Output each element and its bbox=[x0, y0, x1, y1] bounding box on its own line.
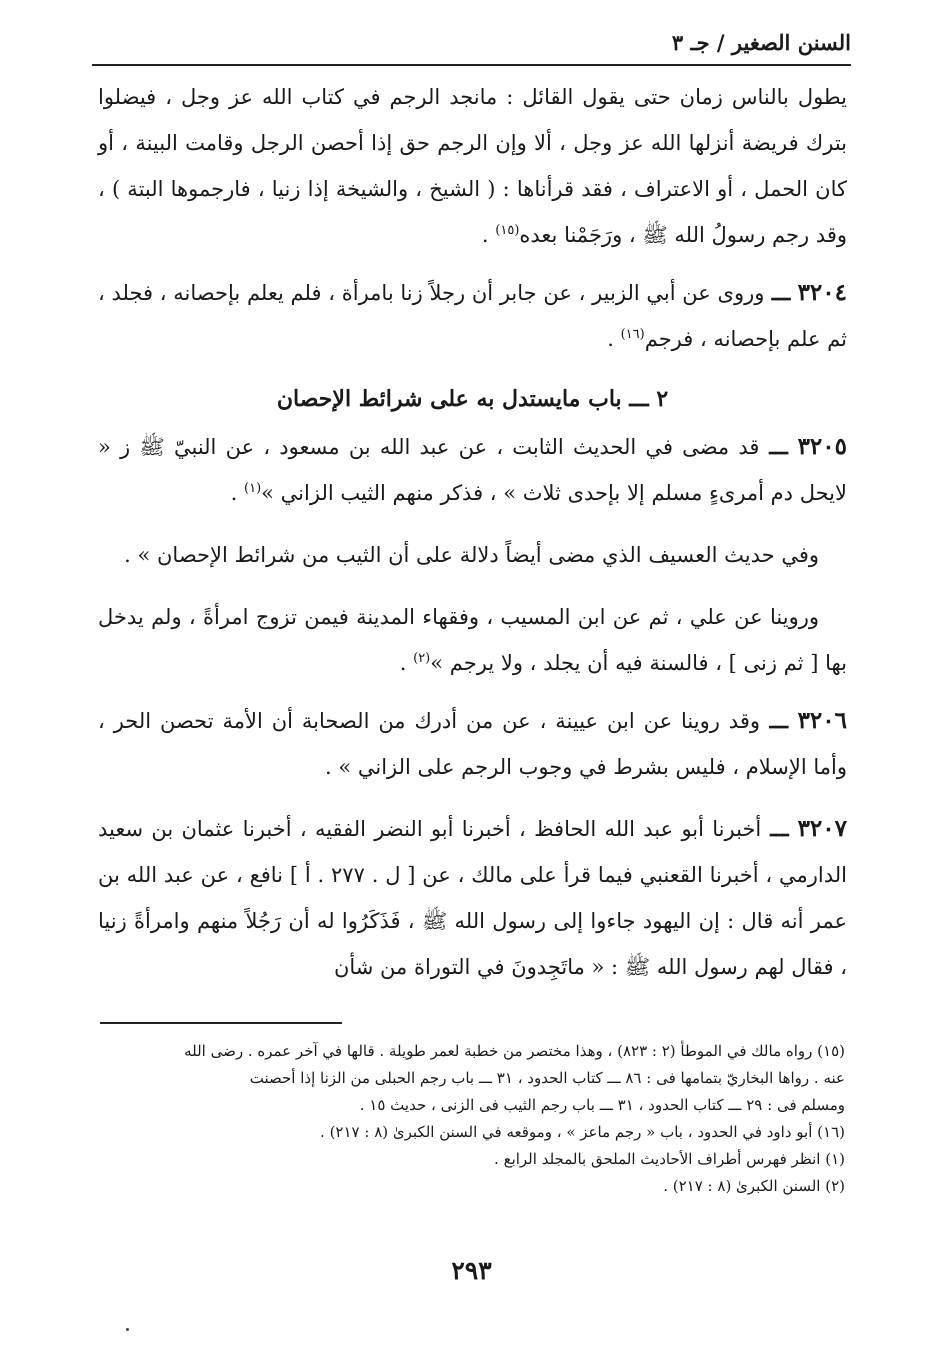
paragraph-continuation bbox=[98, 74, 847, 258]
hadith-text: وقد روينا عن ابن عيينة ، عن من أدرك من الصحابة أن الأمة تحصن الحر ، وأما الإسلام ، فليس بشرط في وجوب الرجم على الزاني » . bbox=[98, 709, 847, 779]
footnote-line: (١٥) رواه مالك في الموطأ (٢ : ٨٢٣) ، وهذا مختصر من خطبة لعمر طويلة . قالها في آخر عمره . رضى الله bbox=[184, 1042, 845, 1060]
hadith-number: ٣٢٠٤ bbox=[797, 279, 847, 306]
paragraph-asif: وفي حديث العسيف الذي مضى أيضاً دلالة على أن الثيب من شرائط الإحصان » . bbox=[124, 543, 819, 567]
paragraph-end: . bbox=[607, 327, 621, 351]
hadith-text: قد مضى في الحديث الثابت ، عن عبد الله بن مسعود ، عن النبيّ ﷺ ز « لايحل دم أمرىءٍ مسلم إلا بإحدى ثلاث » ، فذكر منهم الثيب الزاني » bbox=[98, 435, 847, 505]
footnote-line: (٢) السنن الكبرىٰ (٨ : ٢١٧) . bbox=[663, 1177, 845, 1195]
paragraph-text: يطول بالناس زمان حتى يقول القائل : مانجد الرجم في كتاب الله عز وجل ، فيضلوا بترك فريضة أنزلها الله عز وجل ، ألا وإن الرجم حق إذا أحصن الرجل وقامت البينة ، أو كان الحمل ، أو الاعتراف ، فقد قرأناها : ( الشيخ ، والشيخة إذا زنيا ، فارجموها البتة ) ، وقد رجم رسولُ الله ﷺ ، ورَجَمْنا بعده bbox=[98, 85, 847, 247]
hadith-3204 bbox=[98, 270, 847, 362]
footnote-ref: (١٦) bbox=[620, 327, 645, 342]
footnote-line: (١٦) أبو داود في الحدود ، باب « رجم ماعز » ، وموقعه في السنن الكبرىٰ (٨ : ٢١٧) . bbox=[320, 1123, 845, 1141]
hadith-3206 bbox=[98, 698, 847, 790]
paragraph-rawayna bbox=[98, 594, 847, 686]
paragraph-end: . bbox=[230, 481, 245, 505]
hadith-3207 bbox=[98, 806, 847, 990]
footnote-ref: (١) bbox=[244, 481, 262, 496]
running-title: السنن الصغير / جـ ٣ bbox=[671, 30, 851, 55]
footnote-separator bbox=[100, 1022, 342, 1024]
hadith-dash: ـــ bbox=[761, 816, 798, 841]
footnote-line: (١) انظر فهرس أطراف الأحاديث الملحق بالمجلد الرابع . bbox=[494, 1150, 845, 1168]
footnotes bbox=[98, 1038, 845, 1200]
footnote-line: عنه . رواها البخاريّ بتمامها فى : ٨٦ ـــ كتاب الحدود ، ٣١ ـــ باب رجم الحبلى من الزنا إذا أحصنت bbox=[249, 1069, 845, 1087]
paragraph-end: . bbox=[399, 651, 414, 675]
hadith-number: ٣٢٠٥ bbox=[797, 433, 847, 460]
hadith-3205 bbox=[98, 424, 847, 516]
running-header bbox=[92, 28, 851, 66]
footnote-ref: (١٥) bbox=[495, 223, 520, 238]
page-number: ٢٩٣ bbox=[451, 1256, 492, 1285]
paragraph-text: وروينا عن علي ، ثم عن ابن المسيب ، وفقهاء المدينة فيمن تزوج امرأةً ، ولم يدخل بها [ ثم زنى ] ، فالسنة فيه أن يجلد ، ولا يرجم » bbox=[98, 605, 847, 675]
main-text bbox=[98, 74, 847, 990]
hadith-dash: ـــ bbox=[759, 434, 798, 459]
hadith-text: أخبرنا أبو عبد الله الحافظ ، أخبرنا أبو النضر الفقيه ، أخبرنا عثمان بن سعيد الدارمي ، أخبرنا القعنبي فيما قرأ على مالك ، عن [ ل . ٢٧٧ . أ ] نافع ، عن عبد الله بن عمر أنه قال : إن اليهود جاءوا إلى رسول الله ﷺ ، فَذَكَرُوا له أن رَجُلاً منهم وامرأةً زنيا ، فقال لهم رسول الله ﷺ : « ماتَجِدونَ في التوراة من شأن bbox=[98, 817, 847, 979]
chapter-title: ٢ ـــ باب مايستدل به على شرائط الإحصان bbox=[276, 386, 669, 412]
scan-speck bbox=[126, 1328, 129, 1331]
hadith-number: ٣٢٠٦ bbox=[797, 707, 847, 734]
hadith-dash: ـــ bbox=[764, 280, 798, 305]
hadith-number: ٣٢٠٧ bbox=[797, 815, 847, 842]
hadith-text: وروى عن أبي الزبير ، عن جابر أن رجلاً زنا بامرأة ، فلم يعلم بإحصانه ، فجلد ، ثم علم بإحصانه ، فرجم bbox=[98, 281, 847, 351]
paragraph-end: . bbox=[481, 223, 496, 247]
hadith-dash: ـــ bbox=[760, 708, 798, 733]
footnote-line: ومسلم فى : ٢٩ ـــ كتاب الحدود ، ٣١ ـــ باب رجم الثيب فى الزنى ، حديث ١٥ . bbox=[359, 1096, 845, 1114]
footnote-ref: (٢) bbox=[413, 651, 431, 666]
